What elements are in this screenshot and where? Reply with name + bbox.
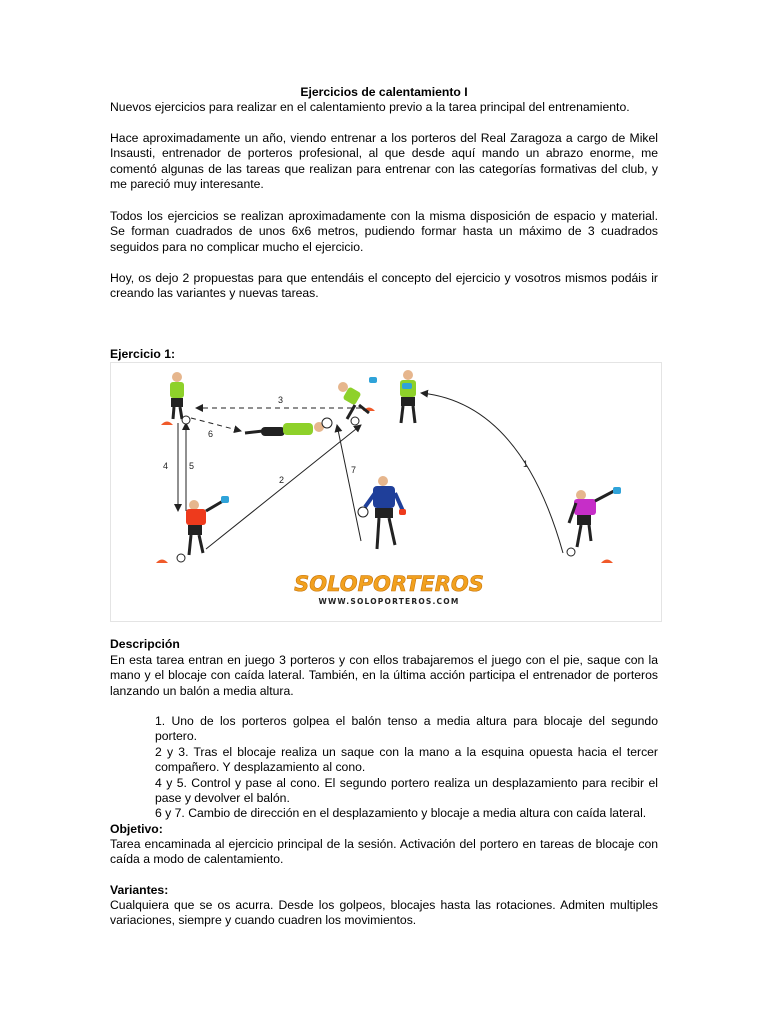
label-2: 2: [279, 475, 285, 485]
label-5: 5: [189, 461, 195, 471]
cone-bottom-left: [156, 560, 168, 564]
paragraph-proposals: Hoy, os dejo 2 propuestas para que entendáis el concepto del ejercicio y vosotros mismos podáis ir creando las variantes y nuevas tareas.: [110, 271, 658, 301]
description-paragraph: En esta tarea entran en juego 3 porteros y con ellos trabajaremos el juego con el pie, saque con la mano y el blocaje con caída lateral. También, en la última acción participa el entrenador de porteros lanzando un balón a media altura.: [110, 653, 658, 698]
label-7: 7: [351, 465, 357, 475]
movement-arrows: [178, 393, 563, 553]
step-item: 2 y 3. Tras el blocaje realiza un saque con la mano a la esquina opuesta hacia el tercer compañero. Y desplazamiento al cono.: [155, 744, 658, 775]
label-6: 6: [208, 429, 214, 439]
step-item: 4 y 5. Control y pase al cono. El segundo portero realiza un desplazamiento para recibir el pase y devolver el balón.: [155, 775, 658, 806]
cone-top-left: [161, 422, 173, 426]
player-magenta: [567, 487, 621, 556]
objective-paragraph: Tarea encaminada al ejercicio principal de la sesión. Activación del portero en tareas de blocaje con caída a modo de calentamiento.: [110, 837, 658, 867]
label-1: 1: [523, 459, 529, 469]
document-title: Ejercicios de calentamiento I: [300, 85, 468, 99]
arrow-1: [421, 393, 563, 553]
intro-paragraph: Nuevos ejercicios para realizar en el calentamiento previo a la tarea principal del entrenamiento.: [110, 100, 630, 114]
exercise-diagram: [110, 362, 662, 622]
brand-logo: SOLOPORTEROS: [294, 572, 484, 596]
label-3: 3: [278, 395, 284, 405]
paragraph-background: Hace aproximadamente un año, viendo entrenar a los porteros del Real Zaragoza a cargo de Mikel Insausti, entrenador de porteros profesional, al que desde aquí mando un abrazo enorme, me comentó algunas de las tareas que realizan para entrenar con las categorías formativas del club, y me pareció muy interesante.: [110, 131, 658, 192]
brand-url: WWW.SOLOPORTEROS.COM: [318, 597, 460, 606]
step-item: 6 y 7. Cambio de dirección en el desplazamiento y blocaje a media altura con caída lateral.: [155, 806, 647, 821]
player-red: [177, 496, 229, 562]
cone-bottom-right: [601, 560, 613, 564]
steps-list: [155, 714, 658, 822]
exercise-heading: Ejercicio 1:: [110, 347, 176, 361]
player-green-kicking: [338, 377, 377, 425]
arrow-2: [206, 425, 361, 549]
paragraph-setup: Todos los ejercicios se realizan aproximadamente con la misma disposición de espacio y material. Se forman cuadrados de unos 6x6 metros, pudiendo formar hasta un máximo de 3 cuadrados seguidos para no complicar mucho el ejercicio.: [110, 209, 658, 254]
objective-heading: Objetivo:: [110, 822, 163, 836]
player-green-standing: [400, 370, 416, 423]
label-4: 4: [163, 461, 169, 471]
arrow-6: [191, 418, 241, 431]
diagram-svg: [111, 363, 661, 621]
coach-blue: [358, 476, 406, 549]
arrow-labels: [163, 395, 528, 485]
arrow-7: [337, 425, 361, 541]
player-green-diving: [245, 418, 332, 436]
variants-heading: Variantes:: [110, 883, 169, 897]
variants-paragraph: Cualquiera que se os acurra. Desde los golpeos, blocajes hasta las rotaciones. Admiten multiples variaciones, siempre y cuando cuadren los movimientos.: [110, 898, 658, 928]
description-heading: Descripción: [110, 637, 180, 651]
player-green-top-left: [170, 372, 190, 424]
step-item: 1. Uno de los porteros golpea el balón tenso a media altura para blocaje del segundo portero.: [155, 714, 658, 744]
